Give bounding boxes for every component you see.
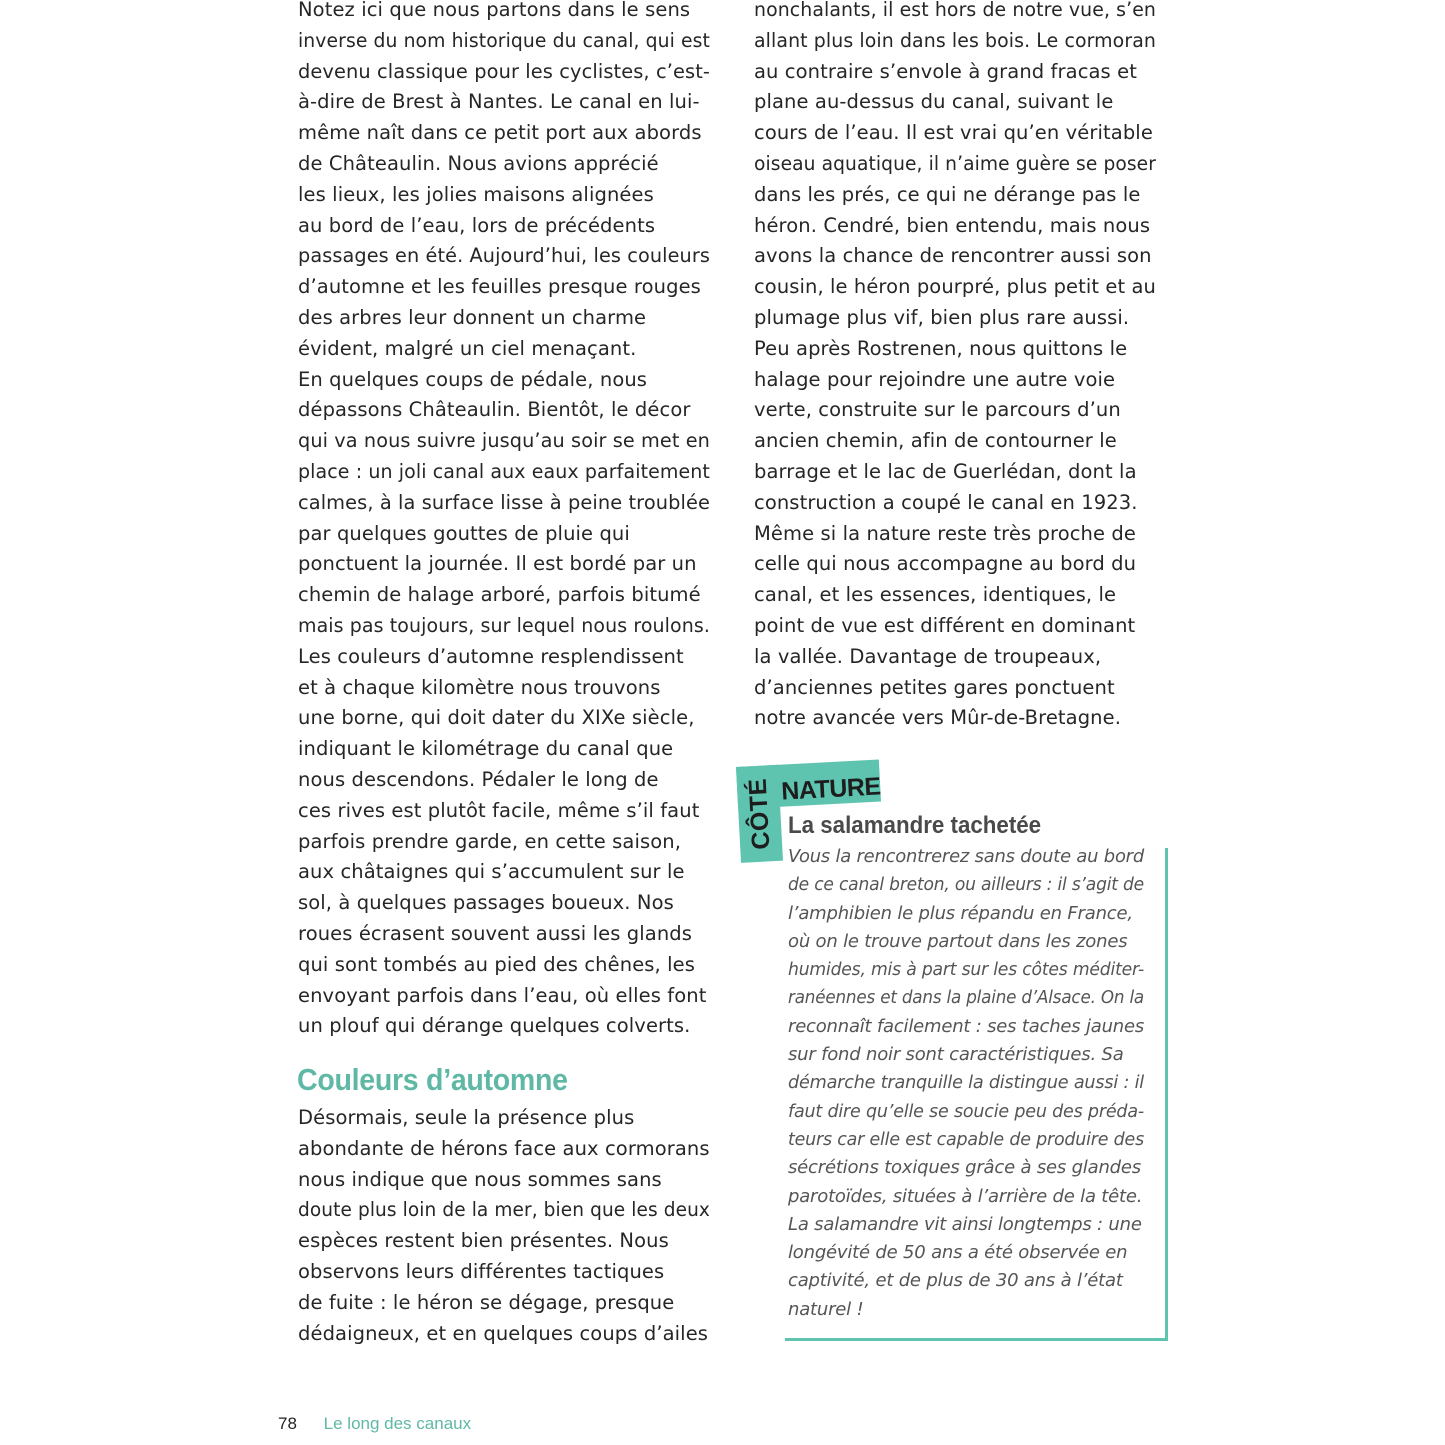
page-number: 78	[278, 1414, 297, 1433]
text-line: Notez ici que nous partons dans le sens	[298, 0, 691, 21]
text-line: dépassons Châteaulin. Bientôt, le décor	[298, 398, 691, 422]
text-line: halage pour rejoindre une autre voie	[754, 367, 1116, 391]
text-line: et à chaque kilomètre nous trouvons	[298, 675, 661, 699]
text-line: place : un joli canal aux eaux parfaitement	[298, 459, 710, 483]
text-line: reconnaît facilement : ses taches jaunes	[788, 1015, 1145, 1037]
text-line: Désormais, seule la présence plus	[298, 1106, 635, 1129]
tag-label-vertical: CÔTÉ	[743, 777, 776, 851]
section-heading: Couleurs d’automne	[297, 1062, 568, 1097]
text-line: dédaigneux, et en quelques coups d’ailes	[298, 1321, 709, 1345]
text-line: devenu classique pour les cyclistes, c’est-	[298, 59, 710, 83]
text-line: envoyant parfois dans l’eau, où elles font	[298, 983, 707, 1007]
body-text-column-left	[298, 0, 728, 1042]
running-title: Le long des canaux	[323, 1414, 472, 1433]
sidebar-title: La salamandre tachetée	[788, 812, 1042, 839]
page-footer	[278, 1414, 471, 1434]
text-line: des arbres leur donnent un charme	[298, 305, 647, 329]
text-line: chemin de halage arboré, parfois bitumé	[298, 583, 701, 607]
text-line: En quelques coups de pédale, nous	[298, 367, 648, 391]
text-line: roues écrasent souvent aussi les glands	[298, 921, 693, 945]
text-line: abondante de hérons face aux cormorans	[298, 1136, 710, 1160]
text-line: d’automne et les feuilles presque rouges	[298, 275, 701, 299]
text-line: indiquant le kilométrage du canal que	[298, 737, 674, 761]
text-line: aux châtaignes qui s’accumulent sur le	[298, 860, 685, 884]
text-line: de ce canal breton, ou ailleurs : il s’agit de	[788, 874, 1145, 896]
text-line: sécrétions toxiques grâce à ses glandes	[788, 1157, 1141, 1179]
text-line: qui va nous suivre jusqu’au soir se met en	[298, 429, 710, 453]
text-line: espèces restent bien présentes. Nous	[298, 1229, 669, 1253]
text-line: calmes, à la surface lisse à peine troublée	[298, 490, 711, 514]
text-line: une borne, qui doit dater du XIXe siècle,	[298, 706, 695, 730]
text-line: au contraire s’envole à grand fracas et	[754, 59, 1137, 83]
text-line: nous indique que nous sommes sans	[298, 1167, 662, 1191]
text-line: cousin, le héron pourpré, plus petit et au	[754, 275, 1156, 299]
text-line: dans les prés, ce qui ne dérange pas le	[754, 182, 1141, 206]
text-line: teurs car elle est capable de produire des	[788, 1128, 1144, 1150]
body-text-column-right	[754, 0, 1174, 734]
text-line: mais pas toujours, sur lequel nous roulons.	[298, 613, 710, 637]
text-line: ponctuent la journée. Il est bordé par un	[298, 552, 697, 576]
text-line: parotoïdes, situées à l’arrière de la tête.	[788, 1185, 1143, 1207]
text-line: faut dire qu’elle se soucie peu des préda-	[788, 1100, 1144, 1122]
tag-label-horizontal: NATURE	[780, 772, 882, 806]
text-line: notre avancée vers Mûr-de-Bretagne.	[754, 706, 1122, 730]
text-line: où on le trouve partout dans les zones	[788, 930, 1128, 952]
text-line: d’anciennes petites gares ponctuent	[754, 675, 1115, 699]
text-line: barrage et le lac de Guerlédan, dont la	[754, 459, 1137, 483]
text-line: l’amphibien le plus répandu en France,	[788, 902, 1133, 924]
text-line: les lieux, les jolies maisons alignées	[298, 182, 654, 206]
text-line: parfois prendre garde, en cette saison,	[298, 829, 682, 853]
text-line: démarche tranquille la distingue aussi : il	[788, 1072, 1144, 1094]
sidebar-body-text	[788, 843, 1160, 1324]
text-line: humides, mis à part sur les côtes méditer-	[788, 959, 1144, 981]
text-line: celle qui nous accompagne au bord du	[754, 552, 1137, 576]
text-line: à-dire de Brest à Nantes. Le canal en lui-	[298, 90, 700, 114]
text-line: au bord de l’eau, lors de précédents	[298, 213, 656, 237]
text-line: sur fond noir sont caractéristiques. Sa	[788, 1044, 1124, 1066]
text-line: plumage plus vif, bien plus rare aussi.	[754, 305, 1130, 329]
text-line: La salamandre vit ainsi longtemps : une	[788, 1213, 1142, 1235]
text-line: héron. Cendré, bien entendu, mais nous	[754, 213, 1151, 237]
text-line: oiseau aquatique, il n’aime guère se poser	[754, 151, 1157, 175]
text-line: Peu après Rostrenen, nous quittons le	[754, 336, 1128, 360]
text-line: la vallée. Davantage de troupeaux,	[754, 644, 1102, 668]
text-line: nous descendons. Pédaler le long de	[298, 767, 659, 791]
text-line: qui sont tombés au pied des chênes, les	[298, 952, 696, 976]
text-line: Même si la nature reste très proche de	[754, 521, 1136, 545]
text-line: ces rives est plutôt facile, même s’il faut	[298, 798, 700, 822]
text-line: de Châteaulin. Nous avions apprécié	[298, 151, 659, 175]
text-line: un plouf qui dérange quelques colverts.	[298, 1014, 691, 1038]
text-line: Vous la rencontrerez sans doute au bord	[788, 846, 1145, 867]
text-line: de fuite : le héron se dégage, presque	[298, 1290, 675, 1314]
text-line: avons la chance de rencontrer aussi son	[754, 244, 1152, 268]
text-line: plane au-dessus du canal, suivant le	[754, 90, 1114, 114]
text-line: sol, à quelques passages boueux. Nos	[298, 891, 674, 915]
text-line: ranéennes et dans la plaine d’Alsace. On la	[788, 987, 1145, 1009]
text-line: cours de l’eau. Il est vrai qu’en véritable	[754, 121, 1153, 145]
text-line: canal, et les essences, identiques, le	[754, 583, 1117, 607]
text-line: allant plus loin dans les bois. Le cormoran	[754, 28, 1156, 52]
body-text-column-left-continued	[298, 1103, 728, 1349]
text-line: construction a coupé le canal en 1923.	[754, 490, 1138, 514]
text-line: naturel !	[788, 1298, 864, 1320]
text-line: évident, malgré un ciel menaçant.	[298, 336, 637, 360]
text-line: doute plus loin de la mer, bien que les deux	[298, 1198, 710, 1222]
text-line: ancien chemin, afin de contourner le	[754, 429, 1117, 453]
text-line: passages en été. Aujourd’hui, les couleurs	[298, 244, 711, 268]
text-line: longévité de 50 ans a été observée en	[788, 1242, 1128, 1264]
text-line: verte, construite sur le parcours d’un	[754, 398, 1121, 422]
text-line: même naît dans ce petit port aux abords	[298, 121, 702, 145]
text-line: inverse du nom historique du canal, qui est	[298, 28, 710, 52]
text-line: Les couleurs d’automne resplendissent	[298, 644, 684, 668]
text-line: observons leurs différentes tactiques	[298, 1259, 665, 1283]
text-line: nonchalants, il est hors de notre vue, s’en	[754, 0, 1157, 21]
text-line: par quelques gouttes de pluie qui	[298, 521, 630, 545]
text-line: captivité, et de plus de 30 ans à l’état	[788, 1270, 1123, 1292]
text-line: point de vue est différent en dominant	[754, 613, 1136, 637]
